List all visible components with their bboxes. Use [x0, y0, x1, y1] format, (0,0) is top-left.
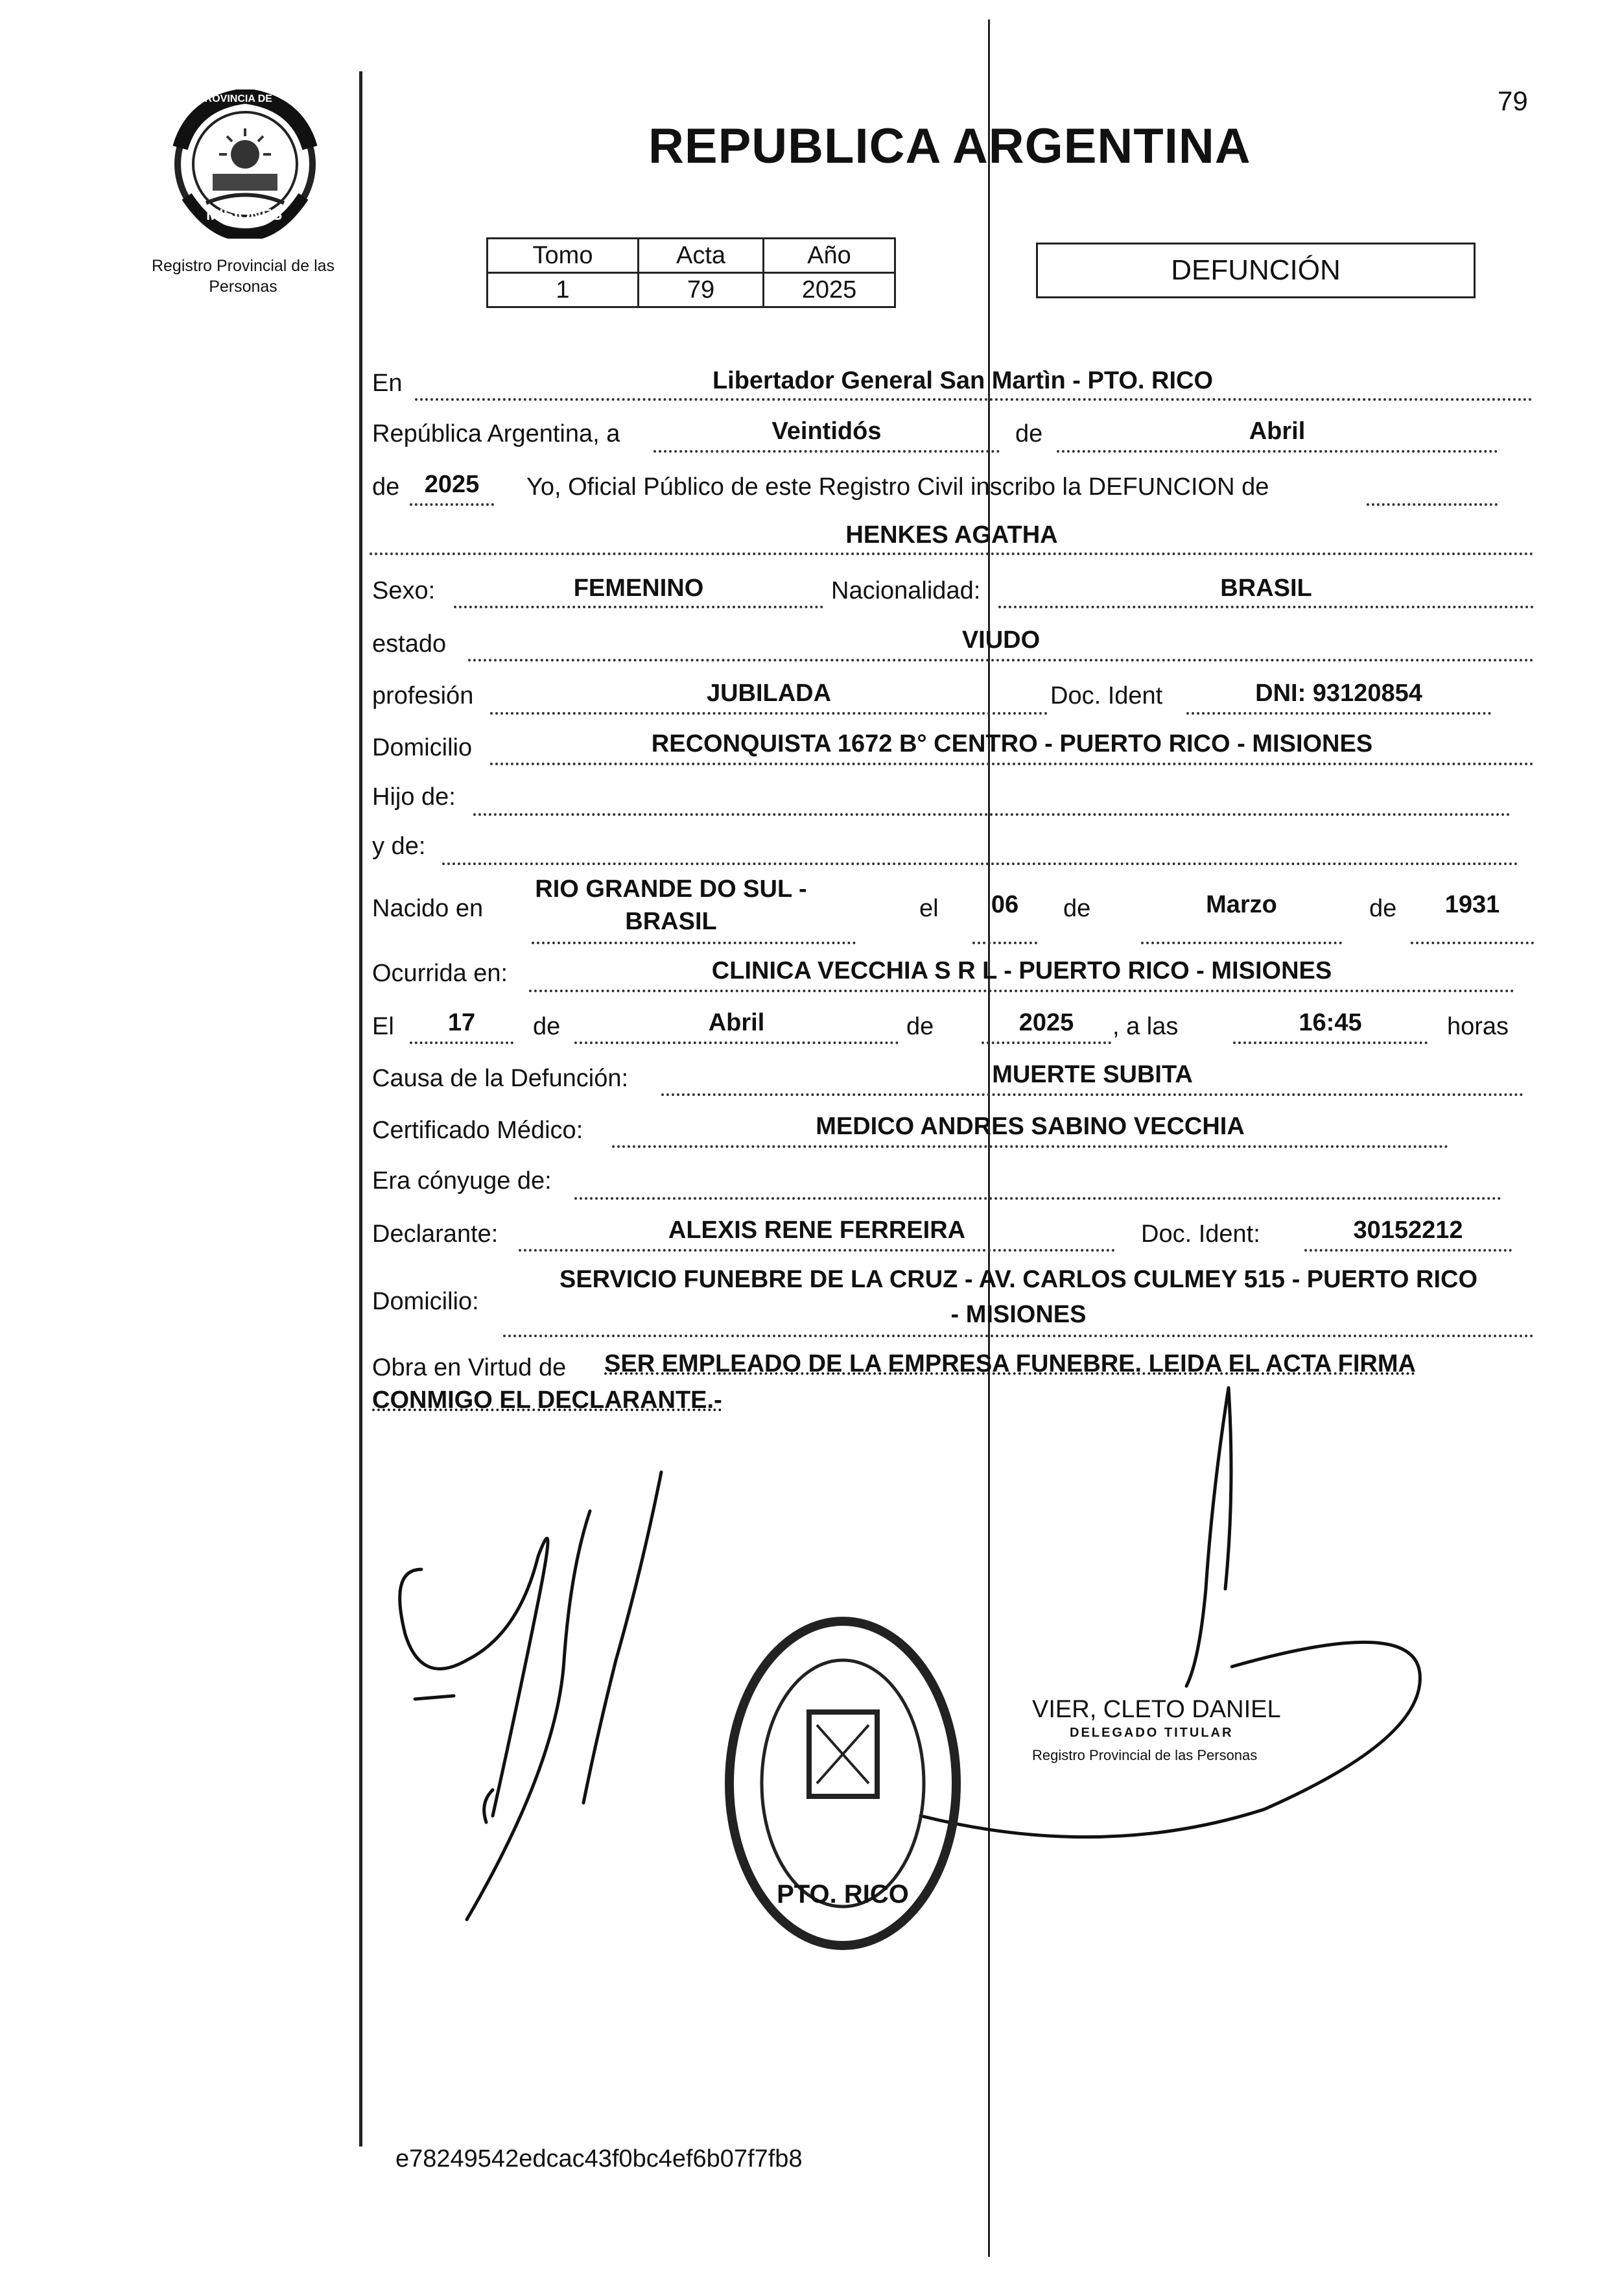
birth-day-value: 06: [991, 891, 1019, 918]
label-y-de: y de:: [372, 833, 426, 860]
address-value: RECONQUISTA 1672 B° CENTRO - PUERTO RICO - MISIONES: [651, 730, 1373, 757]
stamp-office: Registro Provincial de las Personas: [1032, 1747, 1258, 1763]
document-hash: e78249542edcac43f0bc4ef6b07f7fb8: [395, 2145, 803, 2172]
declarant-signature-icon: [400, 1472, 661, 1920]
tomo-value: 1: [488, 273, 639, 307]
label-domicilio: Domicilio: [372, 734, 473, 761]
label-sexo: Sexo:: [372, 577, 436, 604]
label-profesion: profesión: [372, 682, 474, 709]
label-yo-oficial: Yo, Oficial Público de este Registro Civil inscribo la DEFUNCION de: [526, 473, 1269, 501]
page-title: REPUBLICA ARGENTINA: [648, 119, 1251, 174]
death-year-value: 2025: [1018, 1009, 1074, 1036]
label-declarante: Declarante:: [372, 1220, 499, 1248]
label-de-birth-year: de: [1369, 895, 1397, 922]
seal-text-top: PROVINCIA DE: [198, 93, 272, 104]
label-doc-ident2: Doc. Ident:: [1141, 1220, 1260, 1248]
sex-value: FEMENINO: [573, 575, 704, 602]
label-de-birth-month: de: [1063, 895, 1091, 922]
declarant-doc-value: 30152212: [1353, 1217, 1463, 1244]
ano-header: Año: [764, 239, 895, 273]
declarant-address-line2: - MISIONES: [950, 1301, 1087, 1328]
label-conyuge: Era cónyuge de:: [372, 1167, 552, 1195]
death-day-value: 17: [447, 1009, 476, 1036]
label-horas: horas: [1447, 1013, 1509, 1040]
label-el: el: [919, 895, 939, 922]
deceased-name-value: HENKES AGATHA: [845, 521, 1058, 549]
label-causa: Causa de la Defunción:: [372, 1065, 629, 1092]
ano-value: 2025: [764, 273, 895, 307]
civil-status-value: VIUDO: [961, 626, 1041, 654]
seal-text-bottom: MISIONES: [206, 206, 283, 224]
label-hijo-de: Hijo de:: [372, 783, 456, 811]
label-de-death-year: de: [906, 1013, 934, 1040]
agency-name: Registro Provincial de las Personas: [151, 257, 335, 296]
document-value: DNI: 93120854: [1255, 680, 1422, 707]
label-en: En: [372, 370, 403, 397]
certificate-value: MEDICO ANDRES SABINO VECCHIA: [816, 1113, 1245, 1140]
seal-bottom-text: PTO. RICO: [777, 1880, 909, 1909]
death-place-value: CLINICA VECCHIA S R L - PUERTO RICO - MISIONES: [711, 957, 1332, 984]
label-de-year: de: [372, 473, 400, 501]
birthplace-line1: RIO GRANDE DO SUL -: [535, 875, 807, 903]
label-estado: estado: [372, 630, 447, 658]
act-type-box: DEFUNCIÓN: [1036, 243, 1476, 298]
label-obra: Obra en Virtud de: [372, 1354, 567, 1381]
label-nacionalidad: Nacionalidad:: [831, 577, 981, 604]
label-de: de: [1015, 420, 1043, 447]
label-nacido-en: Nacido en: [372, 895, 484, 922]
reason-line1: SER EMPLEADO DE LA EMPRESA FUNEBRE. LEIDA EL ACTA FIRMA: [604, 1350, 1416, 1377]
stamp-name: VIER, CLETO DANIEL: [1032, 1696, 1281, 1723]
label-republica: República Argentina, a: [372, 420, 620, 447]
tomo-header: Tomo: [488, 239, 639, 273]
label-de-death-month: de: [533, 1013, 561, 1040]
death-time-value: 16:45: [1299, 1009, 1362, 1036]
reason-line2: CONMIGO EL DECLARANTE.-: [372, 1386, 722, 1414]
birth-year-value: 1931: [1444, 891, 1500, 918]
label-domicilio2: Domicilio:: [372, 1288, 479, 1315]
year-value: 2025: [424, 471, 480, 498]
label-ocurrida-en: Ocurrida en:: [372, 960, 508, 987]
place-value: Libertador General San Martìn - PTO. RICO: [712, 367, 1214, 394]
page-number: 79: [1498, 86, 1528, 116]
month-value: Abril: [1249, 418, 1306, 445]
birthplace-line2: BRASIL: [625, 908, 717, 935]
day-words-value: Veintidós: [771, 418, 882, 445]
label-certificado: Certificado Médico:: [372, 1117, 583, 1144]
label-a-las: , a las: [1112, 1013, 1179, 1040]
nationality-value: BRASIL: [1220, 575, 1312, 602]
label-el-cap: El: [372, 1013, 394, 1040]
declarant-address-line1: SERVICIO FUNEBRE DE LA CRUZ - AV. CARLOS CULMEY 515 - PUERTO RICO: [559, 1266, 1478, 1293]
profession-value: JUBILADA: [706, 680, 832, 707]
official-signature-icon: [921, 1388, 1420, 1837]
birth-month-value: Marzo: [1206, 891, 1277, 918]
acta-header: Acta: [639, 239, 764, 273]
death-month-value: Abril: [708, 1009, 765, 1036]
label-doc-ident: Doc. Ident: [1050, 682, 1163, 709]
cause-value: MUERTE SUBITA: [992, 1061, 1193, 1088]
acta-value: 79: [639, 273, 764, 307]
stamp-role: DELEGADO TITULAR: [1070, 1726, 1234, 1740]
declarant-value: ALEXIS RENE FERREIRA: [668, 1217, 966, 1244]
